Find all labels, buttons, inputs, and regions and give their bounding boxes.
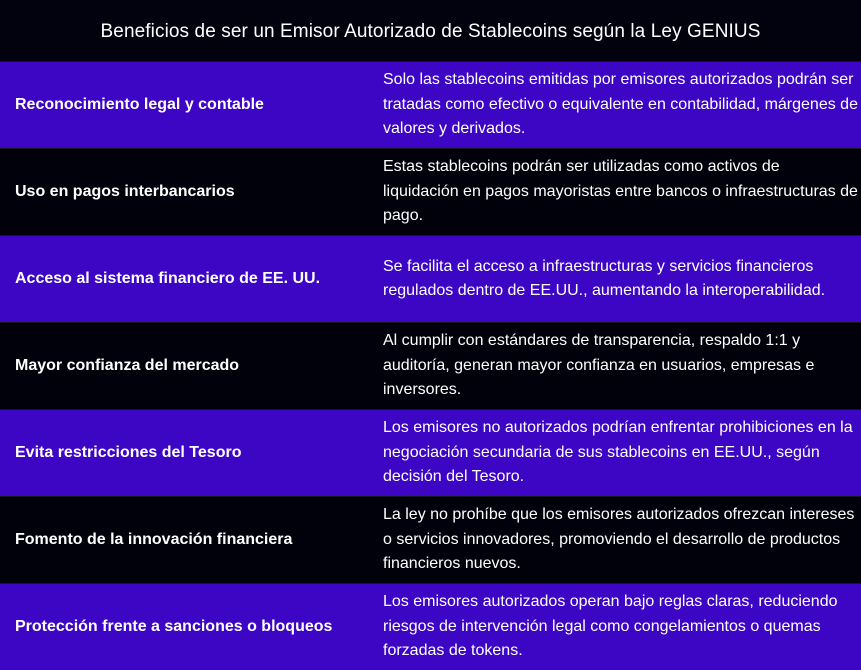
benefit-description: Los emisores no autorizados podrían enfrentar prohibiciones en la negociación secundaria de sus stablecoins en EE.UU., según decisión del Tesoro. [383,419,853,486]
benefit-description: Se facilita el acceso a infraestructuras y servicios financieros regulados dentro de EE.UU., aumentando la interoperabilidad. [383,257,826,299]
table-row [0,322,861,409]
benefit-label: Protección frente a sanciones o bloqueos [15,618,333,635]
table-row [0,148,861,235]
benefit-description: Solo las stablecoins emitidas por emisores autorizados podrán ser tratadas como efectivo o equivalente en contabilidad, márgenes de valores y derivados. [383,71,858,138]
benefit-label: Fomento de la innovación financiera [15,531,293,548]
benefit-description: Al cumplir con estándares de transparencia, respaldo 1:1 y auditoría, generan mayor confianza en usuarios, empresas e inversores. [383,332,815,399]
table-row [0,409,861,496]
benefit-description: Estas stablecoins podrán ser utilizadas como activos de liquidación en pagos mayoristas entre bancos o infraestructuras de pago. [383,158,858,225]
table-row [0,496,861,583]
table-row [0,235,861,322]
benefit-label: Evita restricciones del Tesoro [15,444,242,461]
table-row [0,583,861,670]
benefit-description: La ley no prohíbe que los emisores autorizados ofrezcan intereses o servicios innovadores, promoviendo el desarrollo de productos financieros nuevos. [383,506,855,573]
benefit-label: Uso en pagos interbancarios [15,183,235,200]
table-row [0,61,861,148]
benefit-label: Mayor confianza del mercado [15,357,240,374]
benefit-description: Los emisores autorizados operan bajo reglas claras, reduciendo riesgos de intervención legal como congelamientos o quemas forzadas de tokens. [383,593,838,660]
benefit-label: Acceso al sistema financiero de EE. UU. [15,270,321,287]
table-title: Beneficios de ser un Emisor Autorizado de Stablecoins según la Ley GENIUS [100,20,761,42]
benefit-label: Reconocimiento legal y contable [15,96,264,113]
